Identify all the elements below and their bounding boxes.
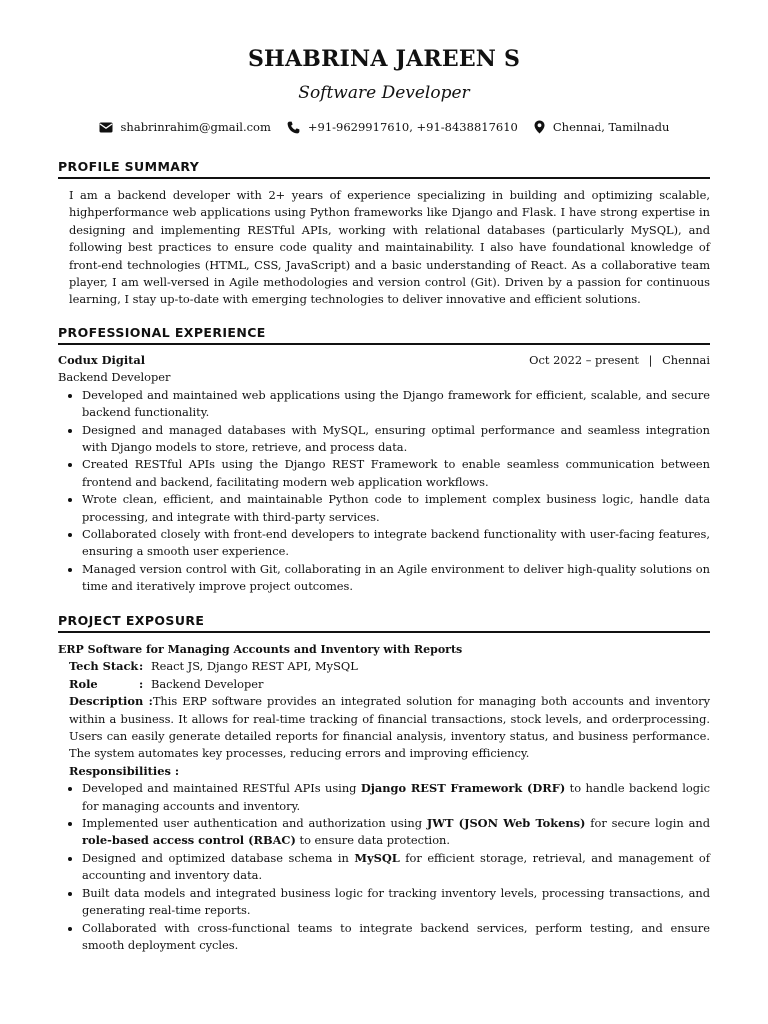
- responsibilities-label: Responsibilities :: [69, 763, 180, 778]
- project-heading: PROJECT EXPOSURE: [58, 613, 710, 633]
- list-item: • Collaborated with cross-functional teams to integrate backend services, perform testing, and ensure smooth deployment cycles.: [82, 920, 710, 955]
- email-text[interactable]: shabrinrahim@gmail.com: [120, 120, 271, 134]
- description-text: This ERP software provides an integrated solution for managing both accounts and inventory within a business. It allows for real-time tracking of financial transactions, stock levels, and orderprocessing. Users can easily generate detailed reports for financial analysis, inventory status, and business performance. The system automates key processes, reducing errors and improving efficiency.: [69, 694, 711, 761]
- description-label: Description :: [69, 694, 153, 709]
- project-title: ERP Software for Managing Accounts and Inventory with Reports: [58, 643, 463, 656]
- project-description: [69, 693, 710, 763]
- list-item: • Created RESTful APIs using the Django REST Framework to enable seamless communication between frontend and backend, facilitating modern web application workflows.: [82, 456, 710, 491]
- list-item: • Managed version control with Git, collaborating in an Agile environment to deliver high-quality solutions on time and iteratively improve project outcomes.: [82, 561, 710, 596]
- responsibilities-list: [58, 780, 710, 954]
- meta-separator: |: [648, 353, 653, 367]
- contact-bar: [0, 120, 768, 134]
- candidate-title: Software Developer: [298, 83, 470, 103]
- experience-header-row: [58, 352, 710, 369]
- candidate-name: SHABRINA JAREEN S: [247, 46, 521, 72]
- experience-city: Chennai: [662, 353, 710, 367]
- role-label: Role: [69, 676, 98, 691]
- map-pin-icon: [534, 120, 545, 134]
- position-title: Backend Developer: [58, 370, 171, 385]
- list-item: • Developed and maintained RESTful APIs using Django REST Framework (DRF) to handle backend logic for managing accounts and inventory.: [82, 780, 710, 815]
- experience-meta: [529, 352, 710, 369]
- role-value: Backend Developer: [151, 676, 264, 691]
- location-text: Chennai, Tamilnadu: [552, 120, 670, 134]
- experience-entry: [58, 352, 710, 596]
- profile-summary-heading: PROFILE SUMMARY: [58, 159, 710, 179]
- list-item: • Collaborated closely with front-end developers to integrate backend functionality with user-facing features, ensuring a smooth user experience.: [82, 526, 710, 561]
- experience-bullets: [58, 387, 710, 596]
- contact-phone[interactable]: [287, 120, 518, 134]
- project-entry: [58, 641, 710, 954]
- tech-stack-row: [69, 658, 710, 675]
- list-item: • Implemented user authentication and authorization using JWT (JSON Web Tokens) for secure login and role-based access control (RBAC) to ensure data protection.: [82, 815, 710, 850]
- project-details: [58, 658, 710, 780]
- experience-heading: PROFESSIONAL EXPERIENCE: [58, 325, 710, 345]
- profile-summary-text: I am a backend developer with 2+ years of experience specializing in building and optimizing scalable, highperformance web applications using Python frameworks like Django and Flask. I have strong expertise in designing and implementing RESTful APIs, working with relational databases (particularly MySQL), and following best practices to ensure code quality and maintainability. I also have foundational knowledge of front-end technologies (HTML, CSS, JavaScript) and a basic understanding of React. As a collaborative team player, I am well-versed in Agile methodologies and version control (Git). Driven by a passion for continuous learning, I stay up-to-date with emerging technologies to deliver innovative and efficient solutions.: [69, 188, 710, 307]
- list-item: • Designed and optimized database schema in MySQL for efficient storage, retrieval, and management of accounting and inventory data.: [82, 850, 710, 885]
- experience-dates: Oct 2022 – present: [529, 353, 639, 367]
- list-item: • Wrote clean, efficient, and maintainable Python code to implement complex business logic, handle data processing, and integrate with third-party services.: [82, 491, 710, 526]
- phone-text[interactable]: +91-9629917610, +91-8438817610: [307, 120, 518, 134]
- list-item: • Built data models and integrated business logic for tracking inventory levels, processing transactions, and generating real-time reports.: [82, 885, 710, 920]
- colon: :: [139, 676, 144, 691]
- phone-icon: [287, 121, 300, 134]
- list-item: • Developed and maintained web applications using the Django framework for efficient, scalable, and secure backend functionality.: [82, 387, 710, 422]
- contact-email[interactable]: [99, 120, 271, 134]
- tech-stack-label: Tech Stack: [69, 659, 139, 674]
- tech-stack-value: React JS, Django REST API, MySQL: [151, 659, 358, 674]
- colon: :: [139, 659, 144, 674]
- company-name: Codux Digital: [58, 353, 146, 367]
- role-row: [69, 676, 710, 693]
- list-item: • Designed and managed databases with MySQL, ensuring optimal performance and seamless integration with Django models to store, retrieve, and process data.: [82, 422, 710, 457]
- mail-icon: [99, 122, 113, 133]
- contact-location: [534, 120, 670, 134]
